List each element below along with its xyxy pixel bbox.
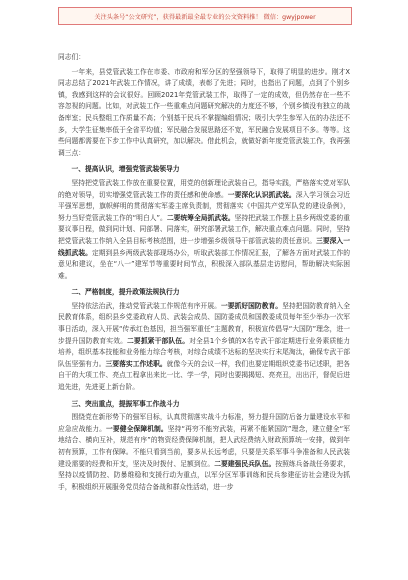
promo-banner-text: 关注头条号“公文研究”，获得最新最全最专业的公文资料推！ 微信：gwyjpower	[94, 13, 316, 21]
section-2-point-1-text: 坚持把国防教育纳入全民教育体系，组织县乡党委政府人员、武装会成员、国防委成员和国教委成员每年至少举办一次军事日活动，深入开展“传承红色基因，担当强军重任”主题教育，积极宣传倡导“大国防”理念，进一步提升国防教育实效。	[58, 301, 350, 345]
section-2-point-1: 一要抓好国防教育。	[220, 301, 283, 310]
document-body	[58, 52, 350, 493]
section-1-point-3: 三要深入一线抓武装。	[58, 236, 350, 257]
section-2-heading: 二、严格制度，提升政策法规执行力	[71, 288, 180, 297]
section-3-intro: 围绕党在新形势下的强军目标，认真贯彻落实战斗力标准，努力提升国防后备力量建设水平和应急应战能力。	[58, 413, 350, 433]
section-1-point-1: 一要深化认识抓武装。	[227, 190, 296, 199]
intro-paragraph: 一年来，县党管武装工作在市委、市政府和军分区的坚强领导下，取得了明显的进步。刚才X同志总结了2021年武装工作情况，讲了成绩，表彰了先进；同时，也指出了问题，点到了个别乡镇，我感到这样的会议很好。回顾2021年党管武装工作，取得了一定的成效，但仍然存在一些不容忽视的问题。比如，对武装工作一些重难点问题研究解决的力度还不够，个别乡镇没有独立的战备库室；民兵整组工作质量不高；个别基干民兵不掌握编组情况；吸引大学生参军入伍的办法还不多，大学生征集率低于全省平均值；军民融合发展思路还不宽，军民融合发展项目不多。等等。这些问题都需要在下步工作中认真研究，加以解决。借此机会，就做好新年度党管武装工作，我再强调三点：	[58, 67, 350, 157]
section-1-heading: 一、提高认识，增强党管武装领导力	[71, 165, 180, 174]
promo-banner[interactable]	[58, 7, 352, 25]
section-2-paragraph	[58, 301, 350, 394]
section-1-point-2: 二要统筹全局抓武装。	[166, 213, 235, 222]
section-2-point-3: 三要落实工作述职。	[105, 359, 167, 368]
section-2-point-2-text: 对全县1个乡镇的X名专武干部定期进行业务素质能力培养，组织基本技能和业务能力综合考核，对综合成绩不达标的坚决实行末尾淘汰，确保专武干部队伍坚强有力。	[58, 336, 350, 368]
section-2-point-3-text: 就像今天的会议一样，我们也要定期组织党委书记述职，把各自干的大项工作、亮点工程拿出来比一比、学一学，同时也要揭揭短、亮亮丑，出出汗，督促后进追先进，先进更上新台阶。	[58, 359, 350, 392]
section-3-point-1: 一要健全保障机制。	[106, 424, 168, 433]
section-3-point-1-text: 坚持“再穷不能穷武装，再紧不能紧国防”理念，建立健全“军地结合、横向互补，规范有序”的物资经费保障机制，把人武经费纳入财政预算统一安排，做到年初有预算，工作有保障。不能只看到当前，要多从长远考虑，只要是关系军事斗争准备和人民武装建设需要的经费和开支，坚决及时拨付、足额到位。	[58, 424, 350, 468]
section-2-point-2: 二要抓紧干部队伍。	[127, 336, 190, 345]
section-3-point-2: 二要建强民兵队伍。	[214, 459, 276, 468]
section-1-paragraph	[58, 178, 350, 282]
section-3-point-2-text: 按照练兵备战任务要求，坚持以疫情防控、防暴维稳和支援行动为重点，以军分区军事训练和民兵参建征访社会建设为抓手，积极组织开展服务党员结合备战和群众性活动，进一步	[58, 459, 350, 491]
section-1-intro: 坚持把党管武装工作放在重要位置，用党的创新理论武装自己，指导实践，严格落实党对军队的绝对领导，切实增强党管武装工作的责任感和使命感。	[58, 178, 350, 199]
salutation: 同志们：	[58, 53, 86, 61]
section-3-paragraph	[58, 412, 350, 493]
section-1-point-2-text: 坚持把武装工作摆上县乡两级党委的重要议事日程，做到同计划、同部署、同落实，研究部署武装工作，解决重点难点问题。同时，坚持把党管武装工作纳入全县目标考核范围，进一步增强乡级领导干部管武装的责任意识。	[58, 213, 350, 245]
section-3-heading: 三、突出重点，提振军事工作战斗力	[71, 399, 180, 408]
section-1-point-3-text: 定期到县乡两级武装部现场办公，听取武装部工作情况汇报，了解各方面对武装工作的意见和建议，坐在“八一”建军节等重要时间节点，积极深入部队基层走访慰问，帮助解决实际困难。	[58, 248, 350, 280]
section-2-intro: 坚持依法治武，推动党管武装工作规范有序开展。	[71, 301, 221, 310]
section-1-point-1-text: 深入学习领会习近平强军思想，旗帜鲜明的贯彻落实军委主席负责制，贯彻落实《中国共产党军队党的建设条例》，努力当好党管武装工作的“明白人”。	[58, 190, 350, 222]
